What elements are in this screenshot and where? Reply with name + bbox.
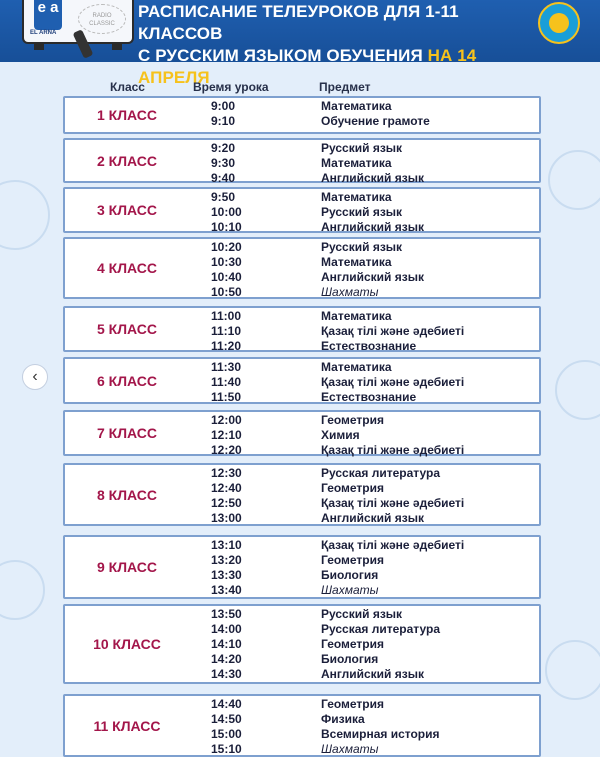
title-line-1: РАСПИСАНИЕ ТЕЛЕУРОКОВ ДЛЯ 1-11 КЛАССОВ: [138, 2, 459, 43]
lesson-time: 11:40: [211, 375, 242, 389]
lesson-subject: Русский язык: [321, 240, 403, 254]
lesson-subject: Физика: [321, 712, 365, 726]
column-header-subject: Предмет: [319, 80, 371, 94]
lesson-subject: Английский язык: [321, 171, 424, 185]
grade-row: [63, 410, 541, 456]
lesson-line: [65, 191, 541, 204]
grade-label: 4 КЛАСС: [96, 260, 158, 276]
title-date: НА 14 АПРЕЛЯ: [138, 46, 477, 87]
background-atom-decoration: [545, 640, 600, 700]
lesson-line: [65, 668, 541, 681]
grade-label: 7 КЛАСС: [96, 425, 158, 441]
state-emblem-icon: [538, 2, 580, 44]
grade-label: 9 КЛАСС: [96, 559, 158, 575]
lesson-time: 9:40: [211, 171, 236, 185]
lesson-subject: Русская литература: [321, 466, 440, 480]
tv-stand-icon: [34, 44, 44, 50]
lesson-time: 13:20: [211, 553, 242, 567]
lesson-time: 14:20: [211, 652, 242, 666]
lesson-subject: Естествознание: [321, 339, 417, 353]
lesson-time: 11:10: [211, 324, 242, 338]
lesson-line: [65, 728, 541, 741]
lesson-subject: Геометрия: [321, 637, 385, 651]
lesson-subject: Английский язык: [321, 270, 424, 284]
emblem-center-icon: [549, 13, 569, 33]
lesson-line: [65, 391, 541, 404]
el-arna-logo: e a: [34, 0, 62, 30]
lesson-subject: Русский язык: [321, 205, 403, 219]
lesson-time: 13:50: [211, 607, 242, 621]
lesson-line: [65, 429, 541, 442]
lesson-line: [65, 361, 541, 374]
lesson-time: 13:30: [211, 568, 242, 582]
lesson-line: [65, 325, 541, 338]
grade-label: 2 КЛАСС: [96, 152, 158, 169]
lesson-line: [65, 569, 541, 582]
grade-label: 10 КЛАСС: [93, 636, 161, 652]
column-header-grade: Класс: [110, 80, 145, 94]
lesson-line: [65, 512, 541, 525]
lesson-line: [65, 554, 541, 567]
lesson-subject: Геометрия: [321, 697, 385, 711]
lesson-time: 14:00: [211, 622, 242, 636]
background-atom-decoration: [548, 150, 600, 210]
lesson-time: 15:00: [211, 727, 242, 741]
grade-row: [63, 604, 541, 684]
lesson-subject: Шахматы: [321, 285, 379, 299]
lesson-line: [65, 376, 541, 389]
grade-row: [63, 237, 541, 299]
lesson-subject: Математика: [321, 190, 392, 204]
lesson-time: 11:20: [211, 339, 242, 353]
lesson-line: [65, 638, 541, 651]
lesson-time: 9:50: [211, 190, 236, 204]
lesson-subject: Математика: [321, 99, 392, 113]
grade-row: [63, 535, 541, 599]
lesson-time: 12:50: [211, 496, 242, 510]
lesson-subject: Шахматы: [321, 583, 379, 597]
lesson-time: 10:40: [211, 270, 242, 284]
lesson-time: 13:00: [211, 511, 242, 525]
lesson-line: [65, 206, 541, 219]
lesson-line: [65, 608, 541, 621]
grade-row: [63, 96, 541, 134]
lesson-line: [65, 713, 541, 726]
lesson-line: [65, 743, 541, 756]
lesson-time: 9:00: [211, 99, 236, 113]
lesson-time: 10:10: [211, 220, 242, 234]
lesson-time: 13:40: [211, 583, 242, 597]
lesson-time: 10:00: [211, 205, 242, 219]
lesson-line: [65, 241, 541, 254]
lesson-line: [65, 414, 541, 427]
grade-label: 8 КЛАСС: [96, 486, 158, 503]
lesson-subject: Биология: [321, 568, 379, 582]
lesson-time: 14:40: [211, 697, 242, 711]
lesson-subject: Русский язык: [321, 141, 403, 155]
lesson-subject: Шахматы: [321, 742, 379, 756]
lesson-subject: Химия: [321, 428, 360, 442]
lesson-subject: Русская литература: [321, 622, 440, 636]
grade-label: 6 КЛАСС: [96, 372, 158, 389]
lesson-line: [65, 142, 541, 155]
lesson-line: [65, 271, 541, 284]
lesson-subject: Геометрия: [321, 481, 385, 495]
lesson-subject: Естествознание: [321, 390, 417, 404]
lesson-line: [65, 482, 541, 495]
lesson-time: 12:40: [211, 481, 242, 495]
grade-row: [63, 463, 541, 526]
grade-row: [63, 306, 541, 352]
lesson-subject: Английский язык: [321, 667, 424, 681]
lesson-subject: Математика: [321, 156, 392, 170]
page-title: [138, 0, 538, 89]
lesson-subject: Геометрия: [321, 413, 385, 427]
lesson-line: [65, 157, 541, 170]
grade-row: [63, 138, 541, 183]
lesson-time: 10:50: [211, 285, 242, 299]
lesson-line: [65, 584, 541, 597]
lesson-subject: Қазақ тілі және әдебиеті: [321, 496, 465, 510]
lesson-line: [65, 172, 541, 185]
lesson-subject: Русский язык: [321, 607, 403, 621]
grade-label: 3 КЛАСС: [96, 202, 158, 218]
grade-row: [63, 357, 541, 404]
grade-row: [63, 187, 541, 233]
lesson-subject: Математика: [321, 255, 392, 269]
lesson-time: 12:00: [211, 413, 242, 427]
lesson-line: [65, 539, 541, 552]
lesson-subject: Математика: [321, 309, 392, 323]
lesson-subject: Всемирная история: [321, 727, 440, 741]
lesson-subject: Қазақ тілі және әдебиеті: [321, 324, 465, 338]
lesson-time: 14:10: [211, 637, 242, 651]
lesson-line: [65, 467, 541, 480]
lesson-subject: Қазақ тілі және әдебиеті: [321, 538, 465, 552]
lesson-line: [65, 653, 541, 666]
lesson-subject: Биология: [321, 652, 379, 666]
lesson-subject: Английский язык: [321, 511, 424, 525]
lesson-subject: Обучение грамоте: [321, 114, 430, 128]
grade-row: [63, 694, 541, 757]
lesson-time: 12:30: [211, 466, 242, 480]
lesson-time: 15:10: [211, 742, 242, 756]
lesson-time: 12:20: [211, 443, 242, 457]
background-atom-decoration: [555, 360, 600, 420]
grade-label: 1 КЛАСС: [96, 107, 158, 123]
lesson-line: [65, 310, 541, 323]
lesson-time: 9:10: [211, 114, 236, 128]
background-atom-decoration: [0, 560, 45, 620]
lesson-line: [65, 286, 541, 299]
lesson-subject: Қазақ тілі және әдебиеті: [321, 375, 465, 389]
lesson-subject: Қазақ тілі және әдебиеті: [321, 443, 465, 457]
column-header-time: Время урока: [193, 80, 269, 94]
lesson-subject: Английский язык: [321, 220, 424, 234]
lesson-subject: Геометрия: [321, 553, 385, 567]
lesson-time: 11:50: [211, 390, 242, 404]
lesson-time: 13:10: [211, 538, 242, 552]
el-arna-label: EL ARNA: [30, 30, 57, 36]
carousel-prev-button[interactable]: ‹: [22, 364, 48, 390]
lesson-subject: Математика: [321, 360, 392, 374]
lesson-time: 9:20: [211, 141, 236, 155]
title-line-2-start: С РУССКИМ ЯЗЫКОМ ОБУЧЕНИЯ: [138, 46, 423, 65]
lesson-line: [65, 256, 541, 269]
lesson-line: [65, 340, 541, 353]
lesson-time: 12:10: [211, 428, 242, 442]
lesson-time: 11:30: [211, 360, 242, 374]
radio-classic-logo: RADIO CLASSIC: [78, 4, 126, 34]
lesson-line: [65, 115, 541, 128]
lesson-time: 14:50: [211, 712, 242, 726]
lesson-line: [65, 698, 541, 711]
lesson-line: [65, 623, 541, 636]
grade-label: 11 КЛАСС: [93, 717, 161, 734]
lesson-line: [65, 221, 541, 234]
lesson-time: 9:30: [211, 156, 236, 170]
lesson-time: 10:20: [211, 240, 242, 254]
lesson-line: [65, 444, 541, 457]
lesson-time: 14:30: [211, 667, 242, 681]
lesson-line: [65, 100, 541, 113]
grade-label: 5 КЛАСС: [96, 321, 158, 337]
lesson-line: [65, 497, 541, 510]
lesson-time: 11:00: [211, 309, 242, 323]
tv-stand-icon: [112, 44, 122, 50]
lesson-time: 10:30: [211, 255, 242, 269]
background-atom-decoration: [0, 180, 50, 250]
